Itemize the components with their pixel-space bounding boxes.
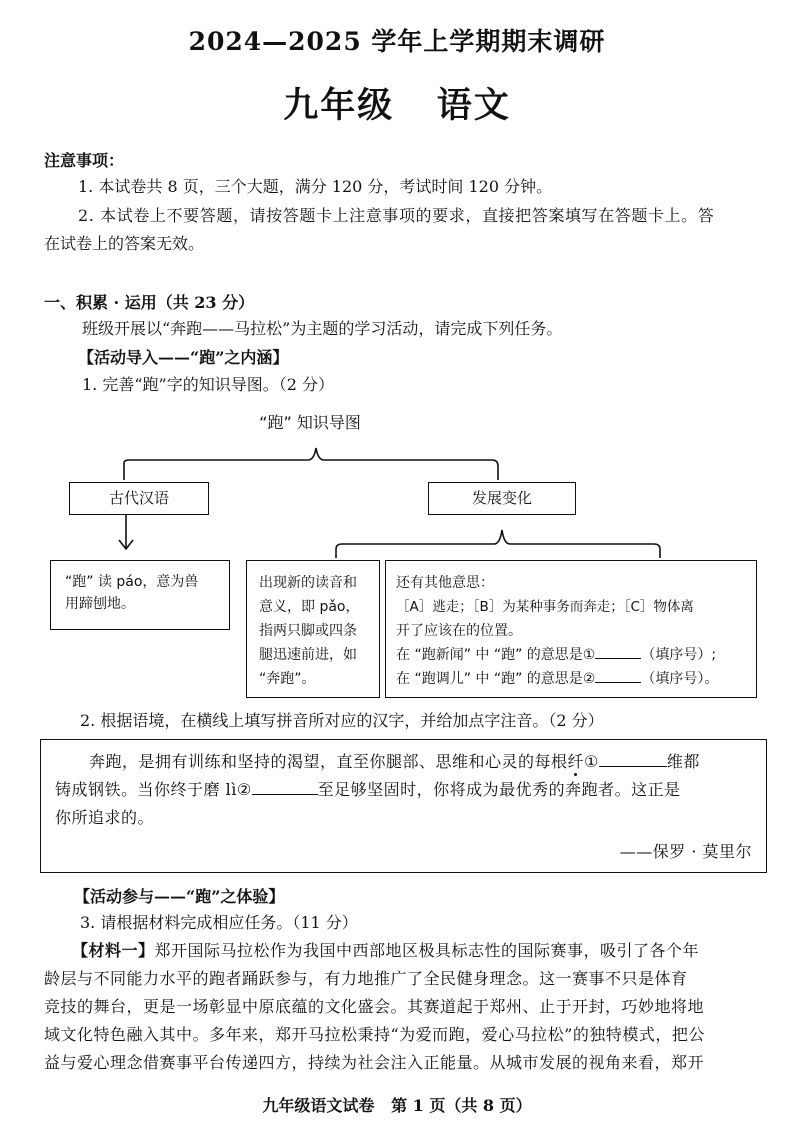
pinyin-blank-2[interactable] — [252, 794, 318, 795]
mindmap-title: “跑” 知识导图 — [259, 413, 361, 432]
blank-marker-1: ① — [584, 752, 599, 771]
mindmap-node-ancient-label: 古代汉语 — [108, 489, 169, 507]
quote-line-1-end: 维都 — [666, 752, 700, 771]
notice-item-1: 1. 本试卷共 8 页，三个大题，满分 120 分，考试时间 120 分钟。 — [78, 177, 553, 196]
exam-title: 2024—2025 学年上学期期末调研 — [188, 27, 606, 56]
material-line-3: 竞技的舞台，更是一场彰显中原底蕴的文化盛会。其赛道起于郑州、止于开封，巧妙地将地 — [44, 997, 705, 1016]
new-meaning-line: 腿迅速前进，如 — [259, 647, 357, 663]
new-meaning-line: “奔跑”。 — [259, 671, 316, 687]
quote-box — [40, 739, 767, 873]
page-footer: 九年级语文试卷 第 1 页（共 8 页） — [262, 1096, 532, 1115]
material-one — [44, 937, 768, 1077]
material-line-5: 益与爱心理念借赛事平台传递四方，持续为社会注入正能量。从城市发展的视角来看，郑开 — [44, 1053, 705, 1072]
pinyin-blank-1[interactable] — [599, 766, 667, 767]
fill-in-off-key — [396, 667, 756, 691]
material-line-1-text: 郑开国际马拉松作为我国中西部地区极具标志性的国际赛事，吸引了各个年 — [154, 941, 700, 960]
section-intro: 班级开展以“奔跑——马拉松”为主题的学习活动，请完成下列任务。 — [82, 319, 563, 338]
mindmap-box-ancient-meaning — [50, 560, 230, 630]
dotted-character: 纤 — [567, 752, 585, 771]
fill-in-off-key-suffix: （填序号）。 — [641, 671, 719, 687]
activity-heading-2: 【活动参与——“跑”之体验】 — [74, 887, 285, 906]
notice-item-2: 2. 本试卷上不要答题，请按答题卡上注意事项的要求，直接把答案填写在答题卡上。答 — [78, 206, 715, 225]
activity-heading: 【活动导入——“跑”之内涵】 — [78, 348, 289, 367]
new-meaning-line: 意义，即 pǎo， — [259, 599, 360, 615]
ancient-meaning-line1: “跑” 读 páo，意为兽 — [65, 574, 199, 590]
mindmap-node-development-label: 发展变化 — [471, 489, 532, 507]
mindmap-node-ancient — [69, 482, 209, 515]
ancient-meaning-line2: 用蹄刨地。 — [65, 596, 135, 612]
new-meaning-line: 指两只脚或四条 — [259, 623, 357, 639]
question-2: 2. 根据语境，在横线上填写拼音所对应的汉字，并给加点字注音。（2 分） — [80, 711, 604, 730]
question-3: 3. 请根据材料完成相应任务。（11 分） — [80, 913, 358, 932]
mindmap-node-development — [428, 482, 576, 515]
fill-in-off-key-prompt: 在 “跑调儿” 中 “跑” 的意思是② — [396, 671, 596, 687]
other-meanings-line2: ［A］逃走；［B］为某种事务而奔走；［C］物体离 — [396, 599, 694, 615]
material-line-1 — [44, 937, 768, 965]
quote-line-1 — [55, 748, 752, 776]
material-line-2: 龄层与不同能力水平的跑者踊跃参与，有力地推广了全民健身理念。这一赛事不只是体育 — [44, 969, 688, 988]
question-1: 1. 完善“跑”字的知识导图。（2 分） — [82, 375, 334, 394]
new-meaning-line: 出现新的读音和 — [259, 575, 357, 591]
notice-heading: 注意事项： — [44, 151, 125, 170]
mindmap-box-new-meaning — [246, 560, 380, 698]
fill-in-run-news — [396, 643, 756, 667]
mindmap-brace-top — [124, 448, 498, 480]
answer-blank-1[interactable] — [595, 658, 641, 659]
mindmap-brace-right — [336, 530, 660, 558]
mindmap-box-other-meanings — [385, 560, 757, 698]
exam-subtitle: 九年级 语文 — [283, 85, 511, 126]
quote-line-2-end: 至足够坚固时，你将成为最优秀的奔跑者。这正是 — [317, 780, 681, 799]
answer-blank-2[interactable] — [595, 682, 641, 683]
section-heading: 一、积累 · 运用（共 23 分） — [44, 293, 255, 312]
other-meanings-line3: 开了应该在的位置。 — [396, 623, 522, 639]
quote-author: ——保罗 · 莫里尔 — [619, 842, 752, 861]
material-label: 【材料一】 — [72, 941, 155, 960]
quote-line-2 — [55, 776, 752, 804]
other-meanings-line1: 还有其他意思： — [396, 575, 494, 591]
fill-in-run-news-suffix: （填序号）; — [641, 647, 717, 663]
quote-line-3: 你所追求的。 — [55, 808, 155, 827]
material-line-4: 域文化特色融入其中。多年来，郑开马拉松秉持“为爱而跑，爱心马拉松”的独特模式，把公 — [44, 1025, 705, 1044]
notice-item-2-cont: 在试卷上的答案无效。 — [44, 234, 205, 253]
quote-line-1-text: 奔跑，是拥有训练和坚持的渴望，直至你腿部、思维和心灵的每根 — [89, 752, 568, 771]
quote-line-2-start: 铸成钢铁。当你终于磨 lì② — [55, 780, 252, 799]
fill-in-run-news-prompt: 在 “跑新闻” 中 “跑” 的意思是① — [396, 647, 596, 663]
